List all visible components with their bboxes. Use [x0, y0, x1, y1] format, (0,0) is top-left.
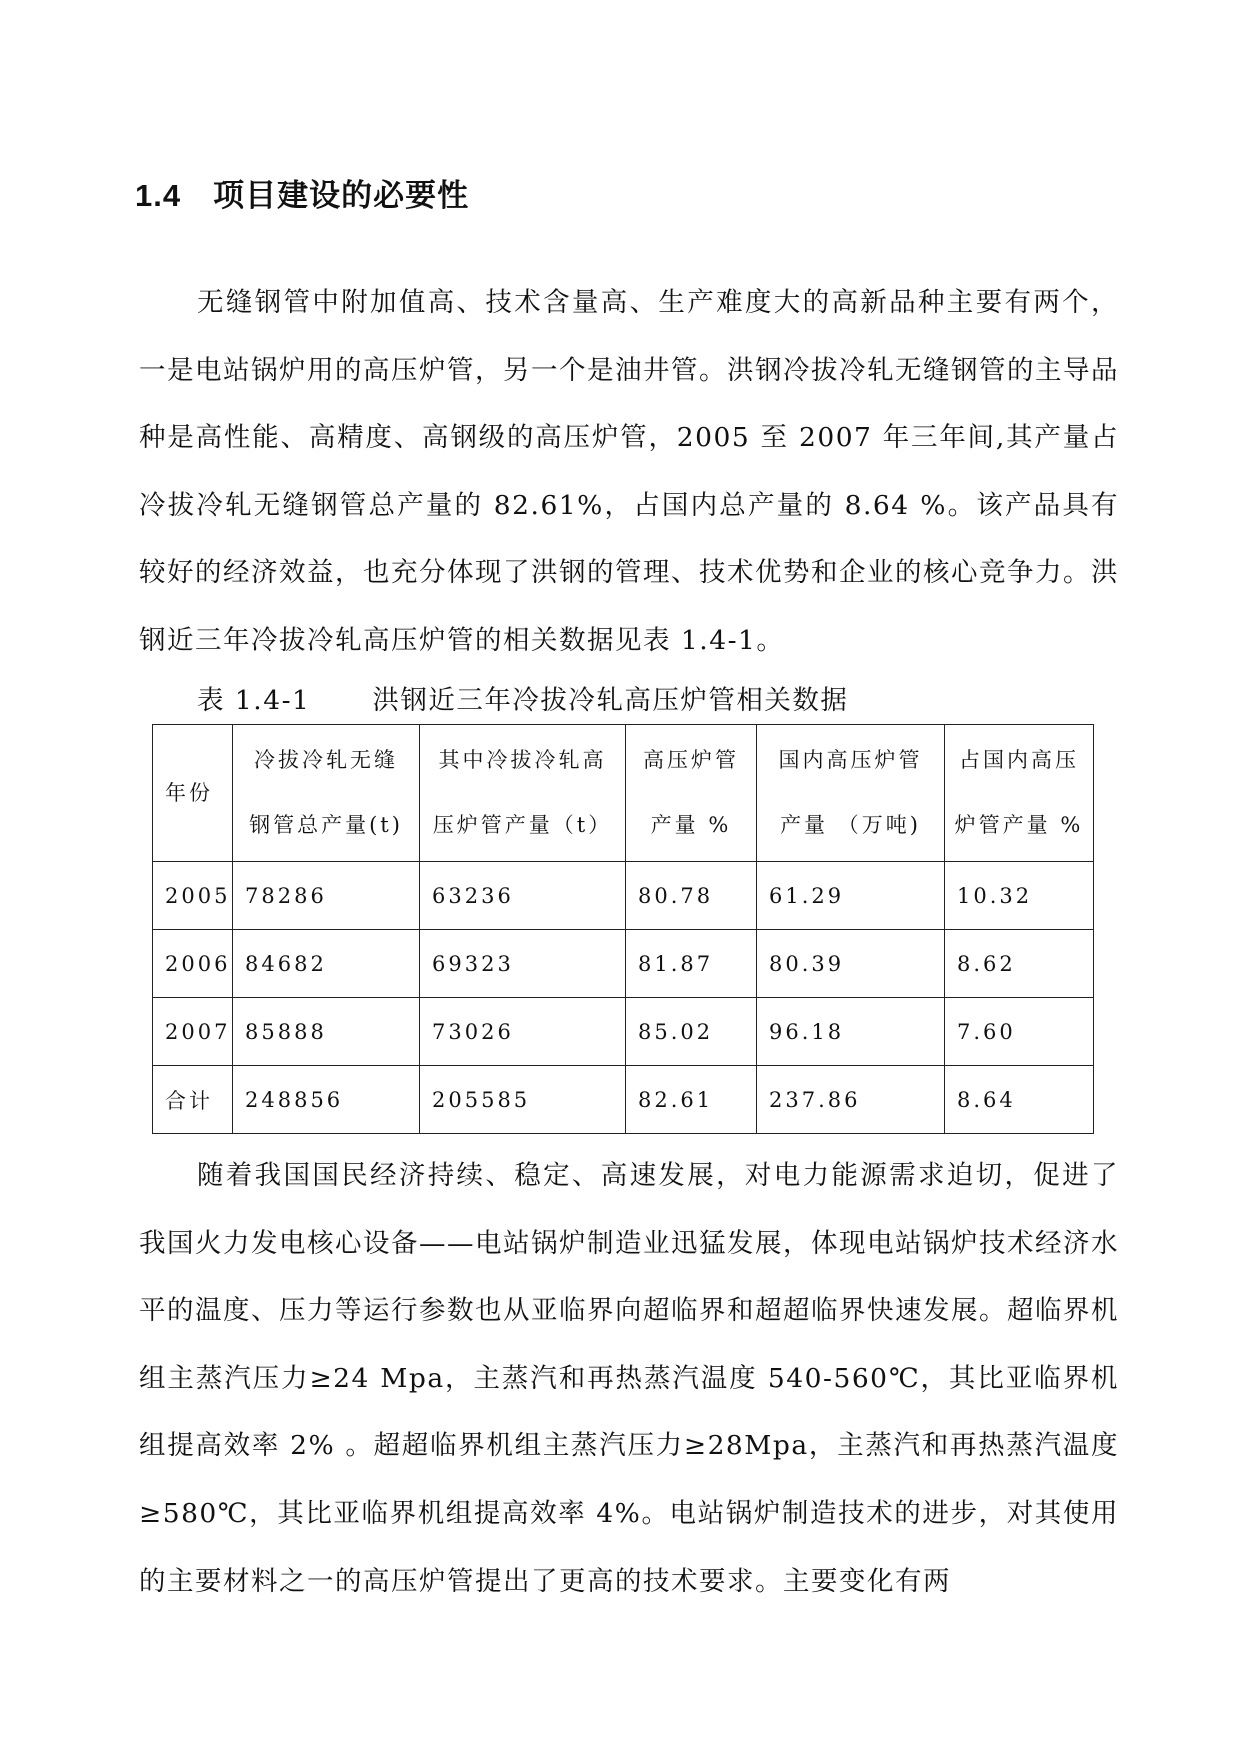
header-cell-boiler-tube-share: 高压炉管 产量 %: [626, 725, 757, 862]
table-cell: 78286: [233, 862, 420, 930]
table-cell: 7.60: [945, 998, 1094, 1066]
table-cell: 2006: [153, 930, 233, 998]
table-cell: 80.39: [757, 930, 945, 998]
table-caption-id: 表 1.4-1: [197, 685, 311, 716]
table-row: [153, 998, 1094, 1066]
header-cell-boiler-tube-output: 其中冷拔冷轧高 压炉管产量（t）: [420, 725, 626, 862]
table-cell: 63236: [420, 862, 626, 930]
table-cell: 8.64: [945, 1066, 1094, 1134]
table-cell: 8.62: [945, 930, 1094, 998]
paragraph-intro: 无缝钢管中附加值高、技术含量高、生产难度大的高新品种主要有两个，一是电站锅炉用的高压炉管，另一个是油井管。洪钢冷拔冷轧无缝钢管的主导品种是高性能、高精度、高钢级的高压炉管，2005 至 2007 年三年间,其产量占冷拔冷轧无缝钢管总产量的 82.61%，占国内总产量的 8.64 %。该产品具有较好的经济效益，也充分体现了洪钢的管理、技术优势和企业的核心竞争力。洪钢近三年冷拔冷轧高压炉管的相关数据见表 1.4-1。: [139, 287, 1119, 656]
header-cell-year: 年份: [153, 725, 233, 862]
paragraph-background: 随着我国国民经济持续、稳定、高速发展，对电力能源需求迫切，促进了我国火力发电核心设备——电站锅炉制造业迅猛发展，体现电站锅炉技术经济水平的温度、压力等运行参数也从亚临界向超临界和超超临界快速发展。超临界机组主蒸汽压力≥24 Mpa，主蒸汽和再热蒸汽温度 540-560℃，其比亚临界机组提高效率 2% 。超超临界机组主蒸汽压力≥28Mpa，主蒸汽和再热蒸汽温度≥580℃，其比亚临界机组提高效率 4%。电站锅炉制造技术的进步，对其使用的主要材料之一的高压炉管提出了更高的技术要求。主要变化有两: [139, 1160, 1119, 1597]
table-cell: 248856: [233, 1066, 420, 1134]
table-cell: 81.87: [626, 930, 757, 998]
table-cell: 85.02: [626, 998, 757, 1066]
table-header-row: [153, 725, 1094, 862]
table-row: [153, 862, 1094, 930]
table-row-total: [153, 1066, 1094, 1134]
header-cell-domestic-output: 国内高压炉管 产量 （万吨): [757, 725, 945, 862]
table-cell: 61.29: [757, 862, 945, 930]
table-cell: 80.78: [626, 862, 757, 930]
table-cell: 96.18: [757, 998, 945, 1066]
section-number: 1.4: [135, 178, 182, 213]
table-caption: [197, 678, 848, 717]
table-cell: 合计: [153, 1066, 233, 1134]
data-table: [152, 724, 1094, 1134]
table-cell: 84682: [233, 930, 420, 998]
table-cell: 205585: [420, 1066, 626, 1134]
table-cell: 10.32: [945, 862, 1094, 930]
table-cell: 2005: [153, 862, 233, 930]
table-cell: 82.61: [626, 1066, 757, 1134]
table-caption-title: 洪钢近三年冷拔冷轧高压炉管相关数据: [372, 685, 849, 716]
header-cell-total-output: 冷拔冷轧无缝 钢管总产量(t): [233, 725, 420, 862]
table-cell: 69323: [420, 930, 626, 998]
table-cell: 2007: [153, 998, 233, 1066]
table-cell: 85888: [233, 998, 420, 1066]
table-cell: 237.86: [757, 1066, 945, 1134]
table-row: [153, 930, 1094, 998]
section-heading: [135, 170, 469, 215]
table-cell: 73026: [420, 998, 626, 1066]
section-title: 项目建设的必要性: [213, 178, 470, 213]
header-cell-domestic-share: 占国内高压 炉管产量 %: [945, 725, 1094, 862]
